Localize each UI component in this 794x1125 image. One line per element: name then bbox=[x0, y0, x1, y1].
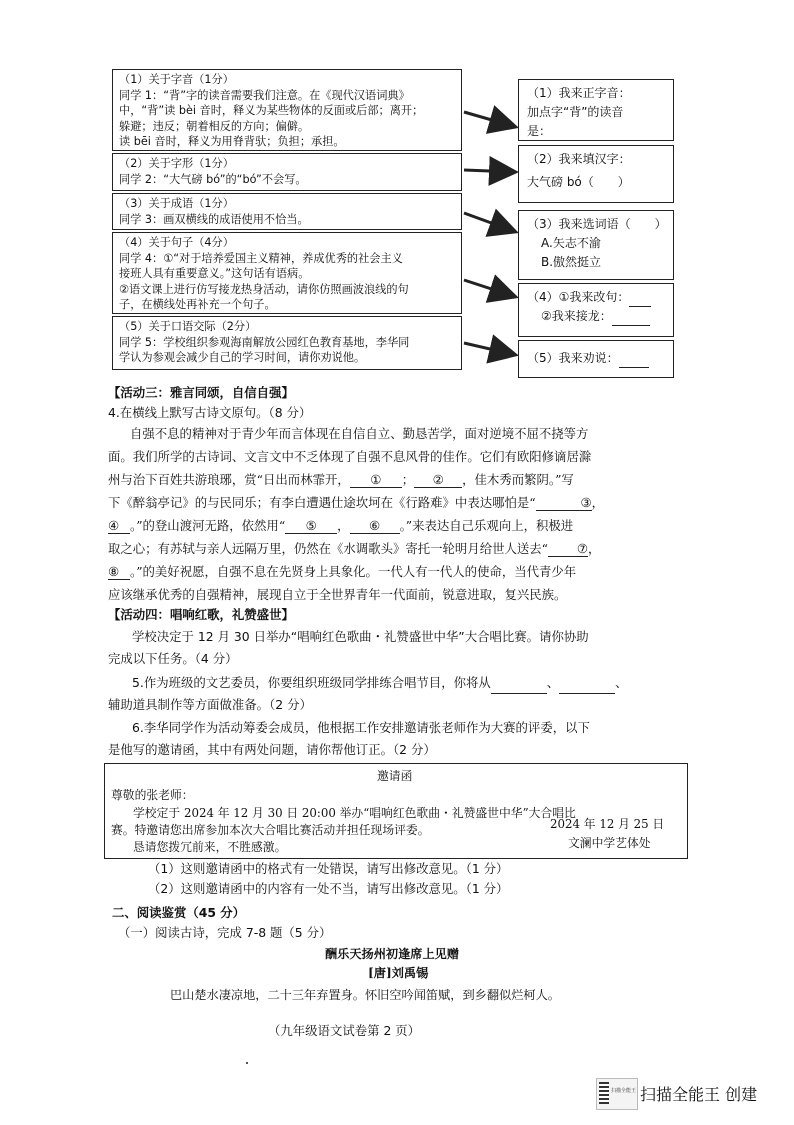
arrow-4 bbox=[464, 280, 516, 297]
answer-prompt: 大气磅 bó（ ） bbox=[527, 175, 630, 189]
task-box-sentence bbox=[112, 232, 462, 314]
task-box-idiom bbox=[112, 193, 462, 230]
activity4-heading: 【活动四：唱响红歌，礼赞盛世】 bbox=[108, 607, 294, 622]
activity4-intro: 完成以下任务。（4 分） bbox=[108, 651, 238, 666]
answer-blank[interactable] bbox=[551, 140, 601, 141]
passage-line: 自强不息的精神对于青少年而言体现在自信自立、勤恳苦学，面对逆境不屈不挠等方 bbox=[130, 426, 589, 441]
answer-box-5 bbox=[518, 340, 674, 378]
question-5-cont: 辅助道具制作等方面做准备。（2 分） bbox=[108, 697, 312, 712]
task-line: 同学 1：“背”字的读音需要我们注意。在《现代汉语词典》 bbox=[119, 88, 410, 102]
passage-line: ④ 。”的登山渡河无路，依然用“ ⑤ ， ⑥ 。”来表达自己乐观向上，积极进 bbox=[108, 518, 574, 533]
letter-body: 学校定于 2024 年 12 月 30 日 20:00 举办“唱响红色歌曲・礼赞盛世中华”大合唱比 bbox=[133, 806, 576, 820]
arrow-2 bbox=[464, 170, 516, 172]
passage-line: 下《醉翁亭记》的与民同乐；有李白遭遇仕途坎坷在《行路难》中表达哪怕是“ ③， bbox=[108, 495, 605, 510]
fill-blank-6[interactable]: ⑥ bbox=[350, 518, 400, 534]
answer-blank[interactable] bbox=[612, 325, 650, 326]
task-title: （4）关于句子（4分） bbox=[119, 236, 234, 249]
answer-box-3 bbox=[518, 210, 674, 280]
passage-line: 面。我们所学的古诗词、文言文中不乏体现了自强不息风骨的佳作。它们有欧阳修谪居滁 bbox=[108, 449, 592, 464]
arrows bbox=[462, 60, 522, 380]
passage-line: ⑧ 。”的美好祝愿，自强不息在先贤身上具象化。一代人有一代人的使命，当代青少年 bbox=[108, 564, 577, 579]
section2-sub: （一）阅读古诗，完成 7-8 题（5 分） bbox=[118, 925, 332, 940]
answer-prompt: ②我来接龙： bbox=[541, 309, 612, 323]
q5-blank-1[interactable] bbox=[491, 693, 547, 694]
task-line: 读 bēi 音时，释义为用脊背驮；负担；承担。 bbox=[119, 135, 345, 148]
qr-code-icon bbox=[599, 1082, 609, 1104]
task-line: 学认为参观会减少自己的学习时间，请你劝说他。 bbox=[119, 351, 366, 364]
task-line: 同学 5：学校组织参观海南解放公园红色教育基地，李华同 bbox=[119, 335, 410, 349]
letter-body: 恳请您拨冗前来，不胜感激。 bbox=[133, 840, 287, 854]
letter-signer: 文澜中学艺体处 bbox=[568, 836, 651, 850]
answer-prompt: （2）我来填汉字： bbox=[527, 152, 631, 166]
poem-title: 酬乐天扬州初逢席上见赠 bbox=[325, 947, 460, 961]
question-5: 5.作为班级的文艺委员，你要组织班级同学排练合唱节目，你将从 、 、 bbox=[132, 672, 628, 694]
activity3-heading: 【活动三：雅言同颂，自信自强】 bbox=[108, 385, 294, 400]
letter-body: 赛。特邀请您出席参加本次大合唱比赛活动并担任现场评委。 bbox=[111, 823, 430, 837]
question-4: 4.在横线上默写古诗文原句。（8 分） bbox=[108, 405, 312, 420]
answer-box-2 bbox=[518, 145, 674, 203]
task-box-oral bbox=[112, 316, 462, 370]
task-box-character bbox=[112, 153, 462, 191]
task-line: 同学 2：“大气磅 bó”的“bó”不会写。 bbox=[119, 172, 307, 186]
fill-blank-4[interactable]: ④ bbox=[108, 518, 130, 534]
answer-box-1 bbox=[518, 79, 674, 141]
letter-salutation: 尊敬的张老师： bbox=[111, 788, 194, 802]
task-line: 接班人具有重要意义。”这句话有语病。 bbox=[119, 267, 310, 280]
answer-prompt: （5）我来劝说： bbox=[527, 351, 619, 365]
fill-blank-2[interactable]: ② bbox=[414, 472, 462, 488]
answer-prompt: （3）我来选词语（ ） bbox=[527, 217, 667, 231]
answer-blank[interactable] bbox=[619, 367, 649, 368]
fill-blank-8[interactable]: ⑧ bbox=[108, 564, 130, 580]
scanner-logo bbox=[596, 1078, 638, 1110]
passage-line: 取之心；有苏轼与亲人远隔万里，仍然在《水调歌头》寄托一轮明月给世人送去“ ⑦， bbox=[108, 541, 601, 556]
fill-blank-1[interactable]: ① bbox=[350, 472, 402, 488]
passage-line: 应该继承优秀的自强精神，展现自立于全世界青年一代面前，锐意进取，复兴民族。 bbox=[108, 587, 567, 602]
task-line: 躲避；违反；朝着相反的方向；偏僻。 bbox=[119, 119, 310, 133]
letter-title: 邀请函 bbox=[377, 769, 413, 783]
option-a: A.矢志不渝 bbox=[541, 236, 601, 250]
task-box-pronunciation bbox=[112, 69, 462, 151]
answer-prompt: 加点字“背”的读音 bbox=[527, 105, 624, 119]
question-6: 6.李华同学作为活动筹委会成员，他根据工作安排邀请张老师作为大赛的评委，以下 bbox=[132, 720, 590, 735]
task-line: 同学 3：画双横线的成语使用不恰当。 bbox=[119, 212, 309, 226]
q6-sub-2: （2）这则邀请函中的内容有一处不当，请写出修改意见。（1 分） bbox=[148, 881, 509, 896]
task-title: （5）关于口语交际（2分） bbox=[119, 320, 257, 333]
arrow-1 bbox=[464, 112, 516, 127]
scan-dot bbox=[246, 1062, 248, 1064]
activity4-intro: 学校决定于 12 月 30 日举办“唱响红色歌曲・礼赞盛世中华”大合唱比赛。请你协助 bbox=[132, 629, 589, 644]
scanner-logo-text: 扫描全能王 bbox=[611, 1088, 637, 1094]
answer-prompt: （4）①我来改句： bbox=[527, 290, 630, 304]
poem-line: 巴山楚水凄凉地，二十三年弃置身。怀旧空吟闻笛赋，到乡翻似烂柯人。 bbox=[170, 988, 560, 1002]
question-6-cont: 是他写的邀请函，其中有两处问题，请你帮他订正。（2 分） bbox=[108, 742, 436, 757]
task-title: （3）关于成语（1分） bbox=[119, 197, 234, 210]
answer-box-4 bbox=[518, 283, 674, 337]
answer-prompt: 是： bbox=[527, 124, 552, 138]
page-footer: （九年级语文试卷第 2 页） bbox=[268, 1023, 421, 1038]
arrow-5 bbox=[464, 343, 516, 355]
letter-date: 2024 年 12 月 25 日 bbox=[550, 817, 665, 831]
task-line: ②语文课上进行仿写接龙热身活动，请你仿照画波浪线的句 bbox=[119, 282, 409, 296]
answer-prompt: （1）我来正字音： bbox=[527, 86, 631, 100]
task-line: 中，“背”读 bèi 音时，释义为某些物体的反面或后部；离开； bbox=[119, 104, 424, 117]
q5-blank-2[interactable] bbox=[559, 693, 615, 694]
q6-sub-1: （1）这则邀请函中的格式有一处错误，请写出修改意见。（1 分） bbox=[148, 861, 509, 876]
passage-line: 州与治下百姓共游琅琊，赏“日出而林霏开， ① ； ② ，佳木秀而繁阴。”写 bbox=[108, 472, 574, 487]
task-line: 子，在横线处再补充一个句子。 bbox=[119, 298, 276, 311]
arrow-3 bbox=[464, 213, 516, 232]
poem-author: [唐]刘禹锡 bbox=[368, 966, 429, 980]
fill-blank-5[interactable]: ⑤ bbox=[285, 518, 337, 534]
fill-blank-7[interactable]: ⑦ bbox=[548, 541, 588, 557]
task-title: （1）关于字音（1分） bbox=[119, 73, 234, 86]
fill-blank-3[interactable]: ③ bbox=[536, 495, 592, 511]
option-b: B.傲然挺立 bbox=[541, 255, 602, 269]
task-title: （2）关于字形（1分） bbox=[119, 157, 234, 170]
watermark-text: 扫描全能王 创建 bbox=[640, 1085, 758, 1104]
task-line: 同学 4：①“对于培养爱国主义精神，养成优秀的社会主义 bbox=[119, 251, 403, 265]
section2-heading: 二、阅读鉴赏（45 分） bbox=[112, 905, 246, 920]
